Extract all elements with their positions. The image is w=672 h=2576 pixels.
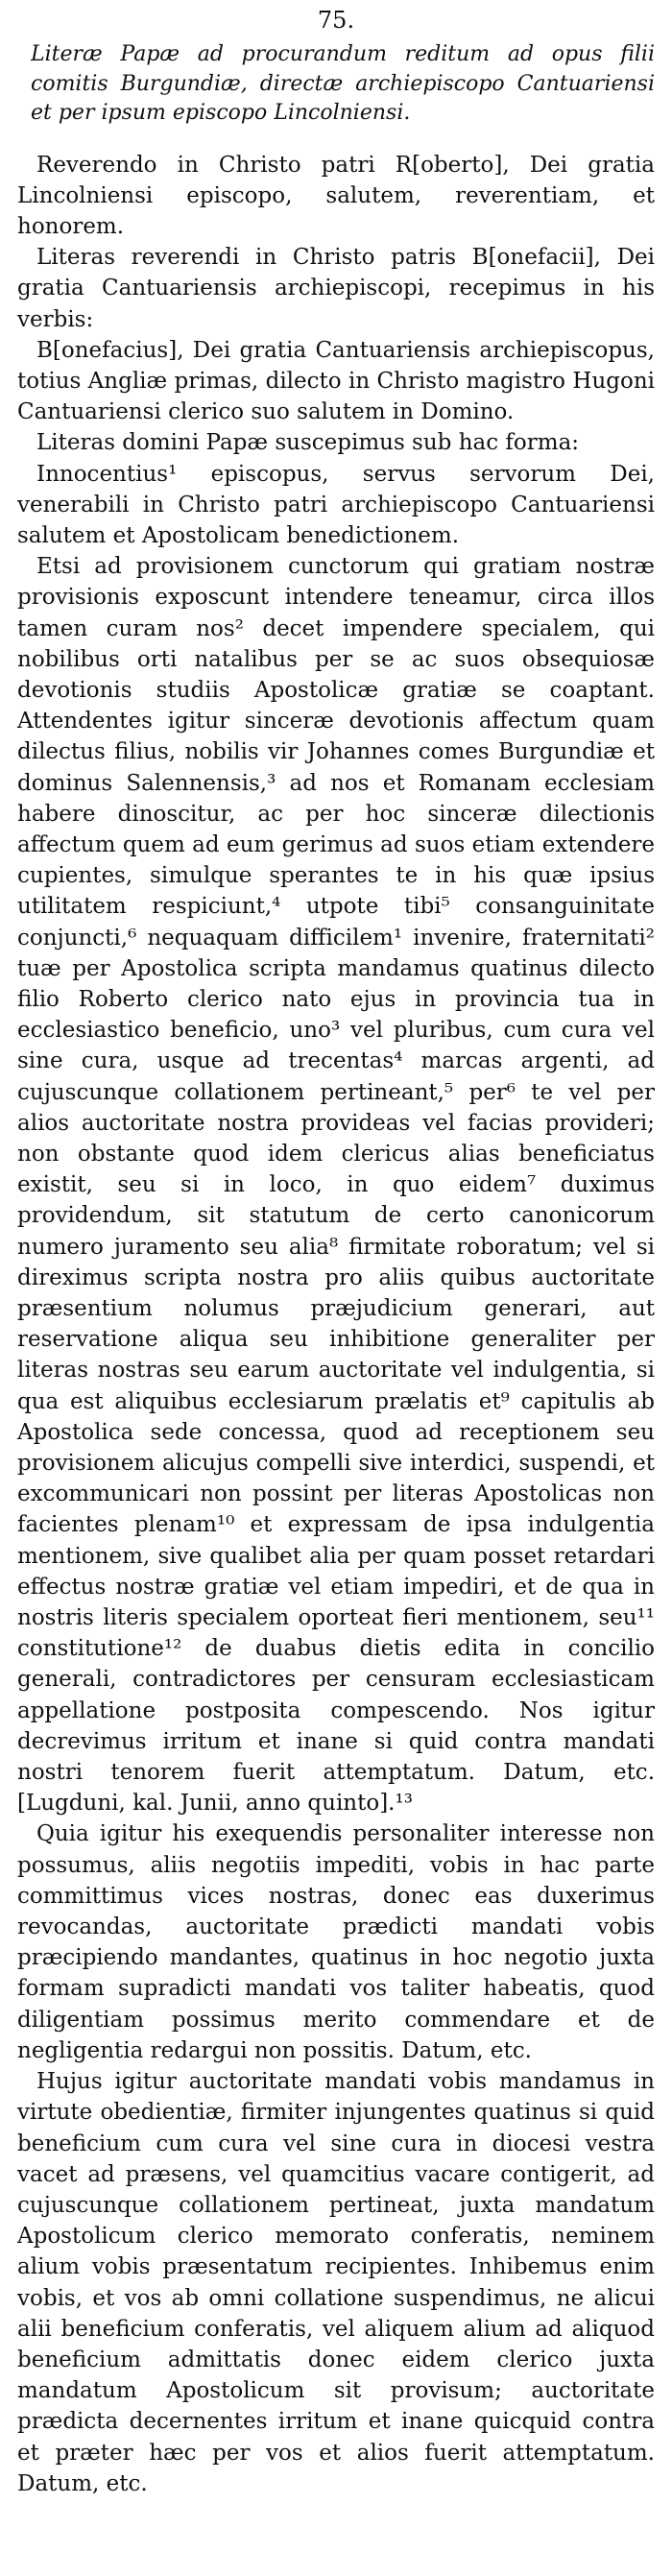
paragraph-injunction: Hujus igitur auctoritate mandati vobis mandamus in virtute obedientiæ, firmiter injungentes quatinus si quid beneficium cum cura vel sine cura in diocesi vestra vacet ad præsens, vel quamcitius vacare contigerit, ad cujuscunque collationem pertineat, juxta mandatum Apostolicum clerico memorato conferatis, neminem alium vobis præsentatum recipientes. Inhibemus enim vobis, et vos ab omni collatione suspendimus, ne alicui alii beneficium conferatis, vel aliquem alium ad aliquod beneficium admittatis donec eidem clerico juxta mandatum Apostolicum sit provisum; auctoritate prædicta decernentes irritum et inane quicquid contra et præter hæc per vos et alios fuerit attemptatum. Datum, etc. [17,2069,655,2496]
paragraph-receipt: Literas reverendi in Christo patris B[onefacii], Dei gratia Cantuariensis archiepiscopi, recepimus in his verbis: [17,245,655,332]
letter-heading: Literæ Papæ ad procurandum reditum ad opus filii comitis Burgundiæ, directæ archiepiscopo Cantuariensi et per ipsum episcopo Lincolniensi. [31,42,655,125]
paragraph-boniface-greeting: B[onefacius], Dei gratia Cantuariensis archiepiscopus, totius Angliæ primas, dilecto in Christo magistro Hugoni Cantuariensi clerico suo salutem in Domino. [17,337,655,425]
paragraph-innocent-greeting: Innocentius¹ episcopus, servus servorum Dei, venerabili in Christo patri archiepiscopo Cantuariensi salutem et Apostolicam benedictionem. [17,461,655,548]
paragraph-papal-form: Literas domini Papæ suscepimus sub hac forma: [36,430,580,456]
paragraph-commission: Quia igitur his exequendis personaliter interesse non possumus, aliis negotiis impediti, vobis in hac parte committimus vices nostras, donec eas duxerimus revocandas, auctoritate prædicti mandati vobis præcipiendo mandantes, quatinus in hoc negotio juxta formam supradicti mandati vos taliter habeatis, quod diligentiam possimus merito commendare et de negligentia redargui non possitis. Datum, etc. [17,1821,655,2063]
page-number: 75. [317,7,355,34]
paragraph-papal-mandate: Etsi ad provisionem cunctorum qui gratiam nostræ provisionis exposcunt intendere teneamur, circa illos tamen curam nos² decet impendere specialem, qui nobilibus orti natalibus per se ac suos obsequiosæ devotionis studiis Apostolicæ gratiæ se coaptant. Attendentes igitur sinceræ devotionis affectum quam dilectus filius, nobilis vir Johannes comes Burgundiæ et dominus Salennensis,³ ad nos et Romanam ecclesiam habere dinoscitur, ac per hoc sinceræ dilectionis affectum quem ad eum gerimus ad suos etiam extendere cupientes, simulque sperantes te in his quæ ipsius utilitatem respiciunt,⁴ utpote tibi⁵ consanguinitate conjuncti,⁶ nequaquam difficilem¹ invenire, fraternitati² tuæ per Apostolica scripta mandamus quatinus dilecto filio Roberto clerico nato ejus in provincia tua in ecclesiastico beneficio, uno³ vel pluribus, cum cura vel sine cura, usque ad trecentas⁴ marcas argenti, ad cujuscunque collationem pertineant,⁵ per⁶ te vel per alios auctoritate nostra provideas vel facias provideri; non obstante quod idem clericus alias beneficiatus existit, seu si in loco, in quo eidem⁷ duximus providendum, sit statutum de certo canonicorum numero juramento seu alia⁸ firmitate roboratum; vel si direximus scripta nostra pro aliis quibus auctoritate præsentium nolumus præjudicium generari, aut reservatione aliqua seu inhibitione generaliter per literas nostras seu earum auctoritate vel indulgentia, si qua est aliquibus ecclesiarum prælatis et⁹ capitulis ab Apostolica sede concessa, quod ad receptionem seu provisionem alicujus compelli sive interdici, suspendi, et excommunicari non possint per literas Apostolicas non facientes plenam¹⁰ et expressam de ipsa indulgentia mentionem, sive qualibet alia per quam posset retardari effectus nostræ gratiæ vel etiam impediri, et de qua in nostris literis specialem oporteat fieri mentionem, seu¹¹ constitutione¹² de duabus dietis edita in concilio generali, contradictores per censuram ecclesiasticam appellatione postposita compescendo. Nos igitur decrevimus irritum et inane si quid contra mandati nostri tenorem fuerit attemptatum. Datum, etc. [Lugduni, kal. Junii, anno quinto].¹³ [17,554,655,1817]
paragraph-salutation: Reverendo in Christo patri R[oberto], Dei gratia Lincolniensi episcopo, salutem, reverentiam, et honorem. [17,152,655,239]
